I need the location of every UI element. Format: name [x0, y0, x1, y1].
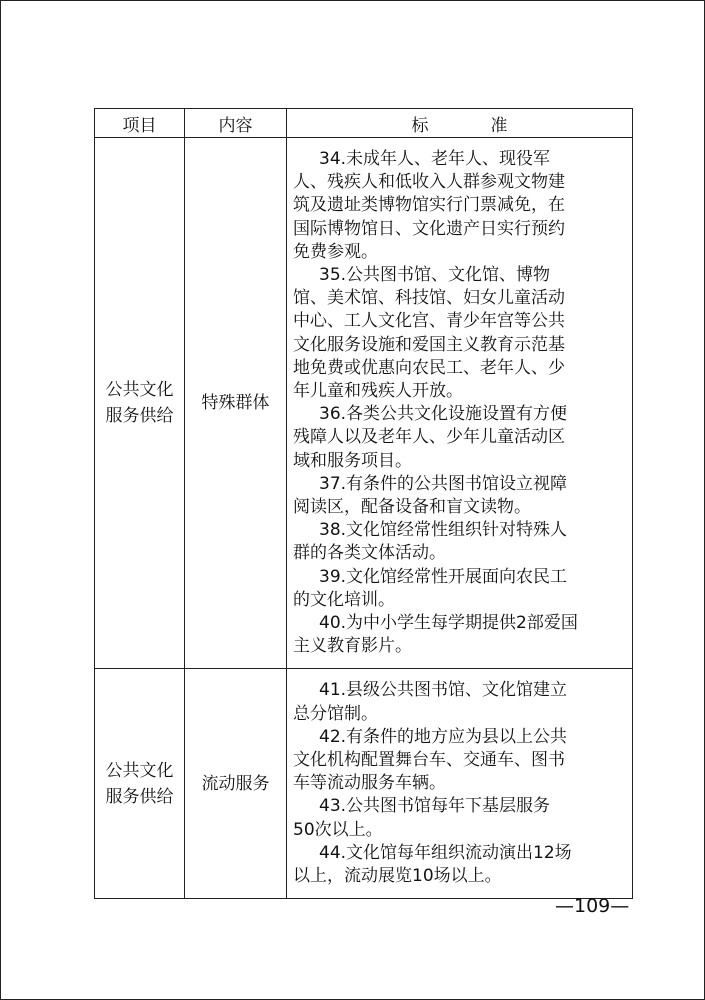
standard-line: 筑及遗址类博物馆实行门票减免，在	[293, 195, 565, 216]
standard-line: 35.公共图书馆、文化馆、博物	[319, 265, 551, 286]
subject-cell: 流动服务	[185, 669, 287, 899]
subject-cell: 特殊群体	[185, 138, 287, 669]
standard-line: 文化服务设施和爱国主义教育示范基	[293, 334, 565, 355]
header-standard	[287, 109, 633, 138]
standard-line: 域和服务项目。	[293, 450, 412, 471]
standard-line: 馆、美术馆、科技馆、妇女儿童活动	[293, 288, 565, 309]
standard-line: 文化机构配置舞台车、交通车、图书	[293, 750, 565, 771]
header-content: 内容	[185, 109, 287, 138]
header-item: 项目	[95, 109, 185, 138]
standard-line: 年儿童和残疾人开放。	[293, 381, 463, 402]
standard-line: 38.文化馆经常性组织针对特殊人	[319, 520, 568, 541]
standard-line: 39.文化馆经常性开展面向农民工	[319, 566, 568, 587]
standard-cell	[287, 669, 633, 899]
standard-line: 人、残疾人和低收入人群参观文物建	[293, 172, 565, 193]
standard-line: 国际博物馆日、文化遗产日实行预约	[293, 218, 565, 239]
standard-line: 车等流动服务车辆。	[293, 773, 446, 794]
category-line2: 服务供给	[105, 406, 174, 427]
header-standard-left: 标	[411, 115, 429, 136]
standard-line: 40.为中小学生每学期提供2部爱国	[319, 613, 578, 634]
table-row	[95, 138, 633, 669]
table-row	[95, 669, 633, 899]
category-cell	[95, 138, 185, 669]
standard-line: 36.各类公共文化设施设置有方便	[319, 404, 568, 425]
standard-line: 地免费或优惠向农民工、老年人、少	[293, 357, 565, 378]
category-line1: 公共文化	[105, 380, 174, 401]
standard-line: 34.未成年人、老年人、现役军	[319, 149, 551, 169]
standard-line: 42.有条件的地方应为县以上公共	[319, 726, 568, 747]
standard-cell	[287, 138, 633, 669]
standard-lines	[293, 679, 622, 888]
standard-line: 44.文化馆每年组织流动演出12场	[319, 842, 572, 863]
standard-line: 主义教育影片。	[293, 636, 412, 657]
standard-line: 43.公共图书馆每年下基层服务	[319, 796, 551, 817]
standard-line: 41.县级公共图书馆、文化馆建立	[319, 680, 568, 701]
standard-line: 50次以上。	[293, 819, 383, 840]
category-cell	[95, 669, 185, 899]
standard-line: 中心、工人文化宫、青少年宫等公共	[293, 311, 565, 332]
category-line1: 公共文化	[105, 760, 174, 781]
standard-line: 总分馆制。	[293, 703, 378, 724]
standard-lines	[293, 148, 622, 658]
standard-line: 37.有条件的公共图书馆设立视障	[319, 473, 568, 494]
category-line2: 服务供给	[105, 786, 174, 807]
standard-line: 以上，流动展览10场以上。	[293, 866, 502, 887]
header-standard-right: 准	[490, 115, 508, 136]
page-number: —109—	[555, 895, 630, 917]
standard-line: 阅读区，配备设备和盲文读物。	[293, 497, 531, 518]
standard-line: 群的各类文体活动。	[293, 543, 446, 564]
standard-line: 的文化培训。	[293, 589, 395, 610]
standards-table	[94, 108, 633, 899]
table-header-row	[95, 109, 633, 138]
standard-line: 免费参观。	[293, 241, 378, 262]
standard-line: 残障人以及老年人、少年儿童活动区	[293, 427, 565, 448]
